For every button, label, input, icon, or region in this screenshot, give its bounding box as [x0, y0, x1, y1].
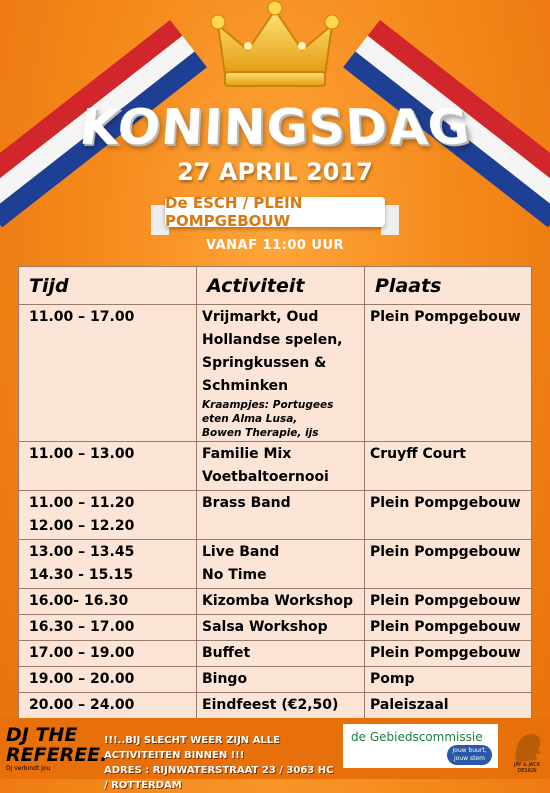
- time-cell: 11.00 – 13.00: [29, 446, 135, 462]
- start-time: VANAF 11:00 UUR: [205, 238, 345, 253]
- table-row: [19, 305, 532, 442]
- dj-logo-text: DJ THE REFEREE.: [6, 724, 108, 766]
- place-cell: Plein Pompgebouw: [365, 540, 532, 589]
- place-cell: Plein Pompgebouw: [365, 589, 532, 615]
- sponsor-logo: [343, 724, 498, 768]
- activity-cell: Bingo: [202, 671, 248, 687]
- table-row: [19, 615, 532, 641]
- activity-cell: Voetbaltoernooi: [202, 469, 329, 485]
- schedule-table: [18, 266, 532, 719]
- weather-notice: !!!..BIJ SLECHT WEER ZIJN ALLE ACTIVITEITEN BINNEN !!!: [104, 735, 280, 761]
- time-cell: 11.00 – 17.00: [29, 309, 135, 325]
- activity-cell: Vrijmarkt, Oud: [202, 309, 319, 325]
- activity-cell: Salsa Workshop: [202, 619, 328, 635]
- time-cell: 11.00 – 11.20: [29, 495, 135, 511]
- time-cell: 14.30 - 15.15: [29, 567, 134, 583]
- table-row: [19, 693, 532, 719]
- activity-note: Kraampjes: Portugees: [202, 399, 334, 411]
- table-row: [19, 540, 532, 589]
- footer-info: [104, 733, 334, 793]
- silhouette-icon: [508, 726, 546, 764]
- designer-logo: [508, 726, 546, 774]
- activity-cell: Buffet: [202, 645, 251, 661]
- table-row: [19, 491, 532, 540]
- place-cell: Plein Pompgebouw: [365, 615, 532, 641]
- address: ADRES : RIJNWATERSTRAAT 23 / 3063 HC / ROTTERDAM: [104, 765, 334, 791]
- location-banner: De ESCH / PLEIN POMPGEBOUW: [165, 197, 385, 227]
- table-row: [19, 589, 532, 615]
- dj-logo: [6, 724, 108, 772]
- sponsor-name: de Gebiedscommissie: [351, 730, 483, 744]
- activity-cell: Brass Band: [202, 495, 291, 511]
- table-header-row: [19, 267, 532, 305]
- activity-cell: Familie Mix: [202, 446, 292, 462]
- header-activiteit: Activiteit: [197, 267, 365, 305]
- activity-cell: Springkussen &: [202, 355, 327, 371]
- activity-cell: No Time: [202, 567, 267, 583]
- activity-cell: Eindfeest (€2,50): [202, 697, 339, 713]
- place-cell: Plein Pompgebouw: [365, 641, 532, 667]
- header-tijd: Tijd: [19, 267, 197, 305]
- table-row: [19, 667, 532, 693]
- sponsor-badge: Jouw buurt, jouw stem: [447, 745, 492, 765]
- table-row: [19, 442, 532, 491]
- place-cell: Pomp: [365, 667, 532, 693]
- header-plaats: Plaats: [365, 267, 532, 305]
- activity-cell: Hollandse spelen,: [202, 332, 343, 348]
- page-title: KONINGSDAG: [76, 99, 474, 156]
- event-date: 27 APRIL 2017: [177, 158, 373, 186]
- place-cell: Plein Pompgebouw: [365, 305, 532, 442]
- table-row: [19, 641, 532, 667]
- place-cell: Paleiszaal: [365, 693, 532, 719]
- activity-note: Bowen Therapie, ijs: [202, 427, 319, 439]
- time-cell: 13.00 – 13.45: [29, 544, 135, 560]
- crown-icon: [210, 0, 340, 95]
- time-cell: 19.00 – 20.00: [29, 671, 135, 687]
- place-cell: Cruyff Court: [365, 442, 532, 491]
- time-cell: 16.00- 16.30: [29, 593, 129, 609]
- designer-name: JAY & JACK DESIGN: [513, 762, 541, 774]
- activity-cell: Kizomba Workshop: [202, 593, 354, 609]
- activity-note: eten Alma Lusa,: [202, 413, 298, 425]
- time-cell: 17.00 – 19.00: [29, 645, 135, 661]
- time-cell: 12.00 – 12.20: [29, 518, 135, 534]
- activity-cell: Schminken: [202, 378, 289, 394]
- place-cell: Plein Pompgebouw: [365, 491, 532, 540]
- dj-tagline: Dj verbindt jou: [6, 765, 51, 772]
- activity-cell: Live Band: [202, 544, 280, 560]
- time-cell: 20.00 – 24.00: [29, 697, 135, 713]
- time-cell: 16.30 – 17.00: [29, 619, 135, 635]
